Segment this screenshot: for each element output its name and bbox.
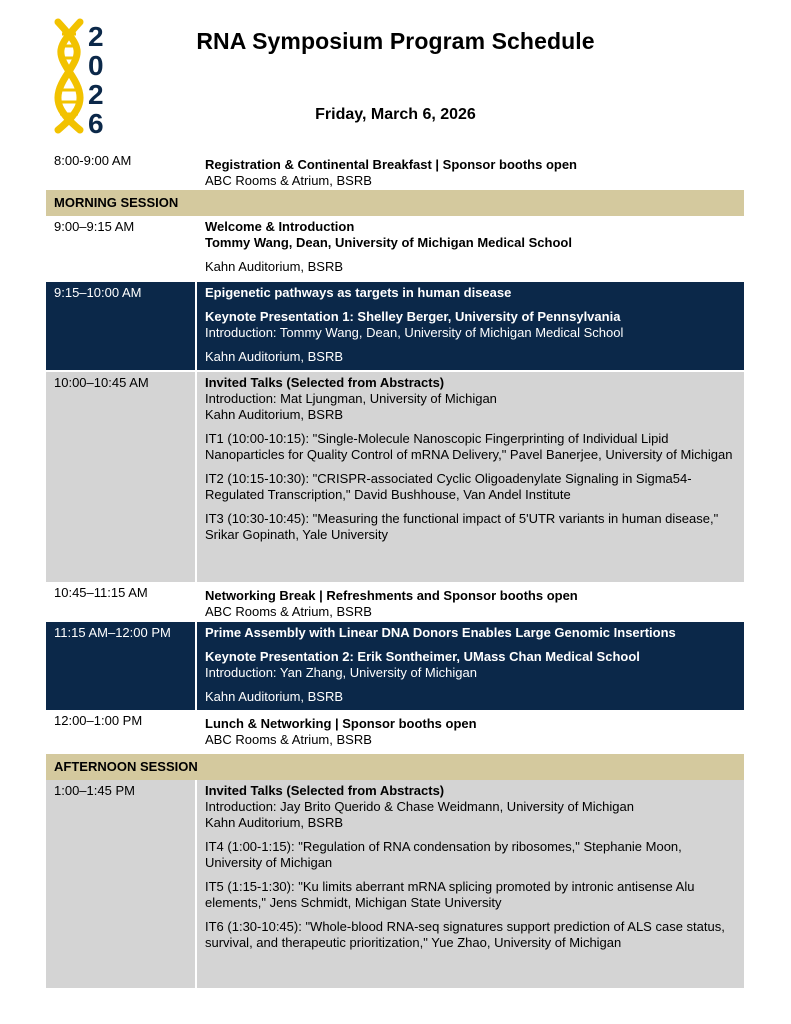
details-cell — [197, 282, 744, 370]
schedule-row-invited-talks-1 — [46, 372, 744, 582]
talk-title: Prime Assembly with Linear DNA Donors Enables Large Genomic Insertions — [205, 625, 676, 640]
item-location: Kahn Auditorium, BSRB — [205, 689, 344, 704]
logo-digit: 0 — [88, 50, 104, 81]
item-title: Invited Talks (Selected from Abstracts) — [205, 375, 445, 390]
schedule-row-lunch — [46, 710, 744, 754]
talk-it2: IT2 (10:15-10:30): "CRISPR-associated Cyclic Oligoadenylate Signaling in Sigma54-Regulated Transcription," David Bushhouse, Van Andel Institute — [205, 471, 692, 502]
time-cell: 10:00–10:45 AM — [46, 372, 197, 582]
morning-session-header: MORNING SESSION — [46, 190, 744, 216]
time-cell: 1:00–1:45 PM — [46, 780, 197, 988]
talk-it1: IT1 (10:00-10:15): "Single-Molecule Nanoscopic Fingerprinting of Individual Lipid Nanoparticles for Quality Control of mRNA Delivery," Pavel Banerjee, University of Michigan — [205, 431, 733, 462]
item-intro: Introduction: Mat Ljungman, University of Michigan — [205, 391, 497, 406]
item-location: Kahn Auditorium, BSRB — [205, 815, 344, 830]
talk-it4: IT4 (1:00-1:15): "Regulation of RNA condensation by ribosomes," Stephanie Moon, University of Michigan — [205, 839, 682, 870]
item-title: Registration & Continental Breakfast | Sponsor booths open — [205, 157, 577, 172]
talk-it6: IT6 (1:30-10:45): "Whole-blood RNA-seq signatures support prediction of ALS case status, survival, and therapeutic prioritization," Yue Zhao, University of Michigan — [205, 919, 725, 950]
talk-it3: IT3 (10:30-10:45): "Measuring the functional impact of 5'UTR variants in human disease," Srikar Gopinath, Yale University — [205, 511, 719, 542]
schedule-row-welcome — [46, 216, 744, 282]
item-intro: Introduction: Jay Brito Querido & Chase Weidmann, University of Michigan — [205, 799, 634, 814]
schedule-table — [46, 150, 744, 988]
details-cell — [197, 372, 744, 582]
item-title: Welcome & Introduction — [205, 219, 355, 234]
time-cell: 12:00–1:00 PM — [54, 713, 143, 728]
schedule-row-networking-break — [46, 582, 744, 622]
item-location: Kahn Auditorium, BSRB — [205, 259, 344, 274]
keynote-speaker: Keynote Presentation 1: Shelley Berger, University of Pennsylvania — [205, 309, 621, 324]
item-location: ABC Rooms & Atrium, BSRB — [205, 732, 372, 747]
details-cell — [197, 780, 744, 988]
time-cell: 9:00–9:15 AM — [54, 219, 135, 234]
page-title — [0, 28, 791, 55]
item-title: Networking Break | Refreshments and Sponsor booths open — [205, 588, 578, 603]
time-cell: 8:00-9:00 AM — [54, 153, 132, 168]
details-cell — [197, 582, 744, 622]
item-title: Invited Talks (Selected from Abstracts) — [205, 783, 445, 798]
talk-title: Epigenetic pathways as targets in human disease — [205, 285, 512, 300]
logo-digit: 2 — [88, 79, 104, 110]
talk-it5: IT5 (1:15-1:30): "Ku limits aberrant mRNA splicing promoted by intronic antisense Alu elements," Jens Schmidt, Michigan State University — [205, 879, 695, 910]
schedule-row-registration — [46, 150, 744, 190]
schedule-row-keynote-2 — [46, 622, 744, 710]
keynote-speaker: Keynote Presentation 2: Erik Sontheimer, UMass Chan Medical School — [205, 649, 640, 664]
logo-digit: 6 — [88, 108, 104, 136]
item-intro: Introduction: Tommy Wang, Dean, University of Michigan Medical School — [205, 325, 624, 340]
item-location: ABC Rooms & Atrium, BSRB — [205, 604, 372, 619]
time-cell: 9:15–10:00 AM — [46, 282, 197, 370]
schedule-row-keynote-1 — [46, 282, 744, 370]
schedule-row-invited-talks-2 — [46, 780, 744, 988]
item-location: Kahn Auditorium, BSRB — [205, 407, 344, 422]
page-title-text: RNA Symposium Program Schedule — [196, 28, 595, 54]
item-intro: Introduction: Yan Zhang, University of Michigan — [205, 665, 477, 680]
time-cell: 11:15 AM–12:00 PM — [46, 622, 197, 710]
time-cell: 10:45–11:15 AM — [54, 585, 148, 600]
details-cell — [197, 150, 744, 190]
event-date-text: Friday, March 6, 2026 — [315, 106, 476, 123]
afternoon-session-header: AFTERNOON SESSION — [46, 754, 744, 780]
item-speaker: Tommy Wang, Dean, University of Michigan Medical School — [205, 235, 572, 250]
item-location: Kahn Auditorium, BSRB — [205, 349, 344, 364]
details-cell — [197, 216, 744, 282]
details-cell — [197, 710, 744, 754]
item-title: Lunch & Networking | Sponsor booths open — [205, 716, 477, 731]
event-date — [0, 106, 791, 124]
details-cell — [197, 622, 744, 710]
logo-digit: 2 — [88, 21, 104, 52]
item-location: ABC Rooms & Atrium, BSRB — [205, 173, 372, 188]
